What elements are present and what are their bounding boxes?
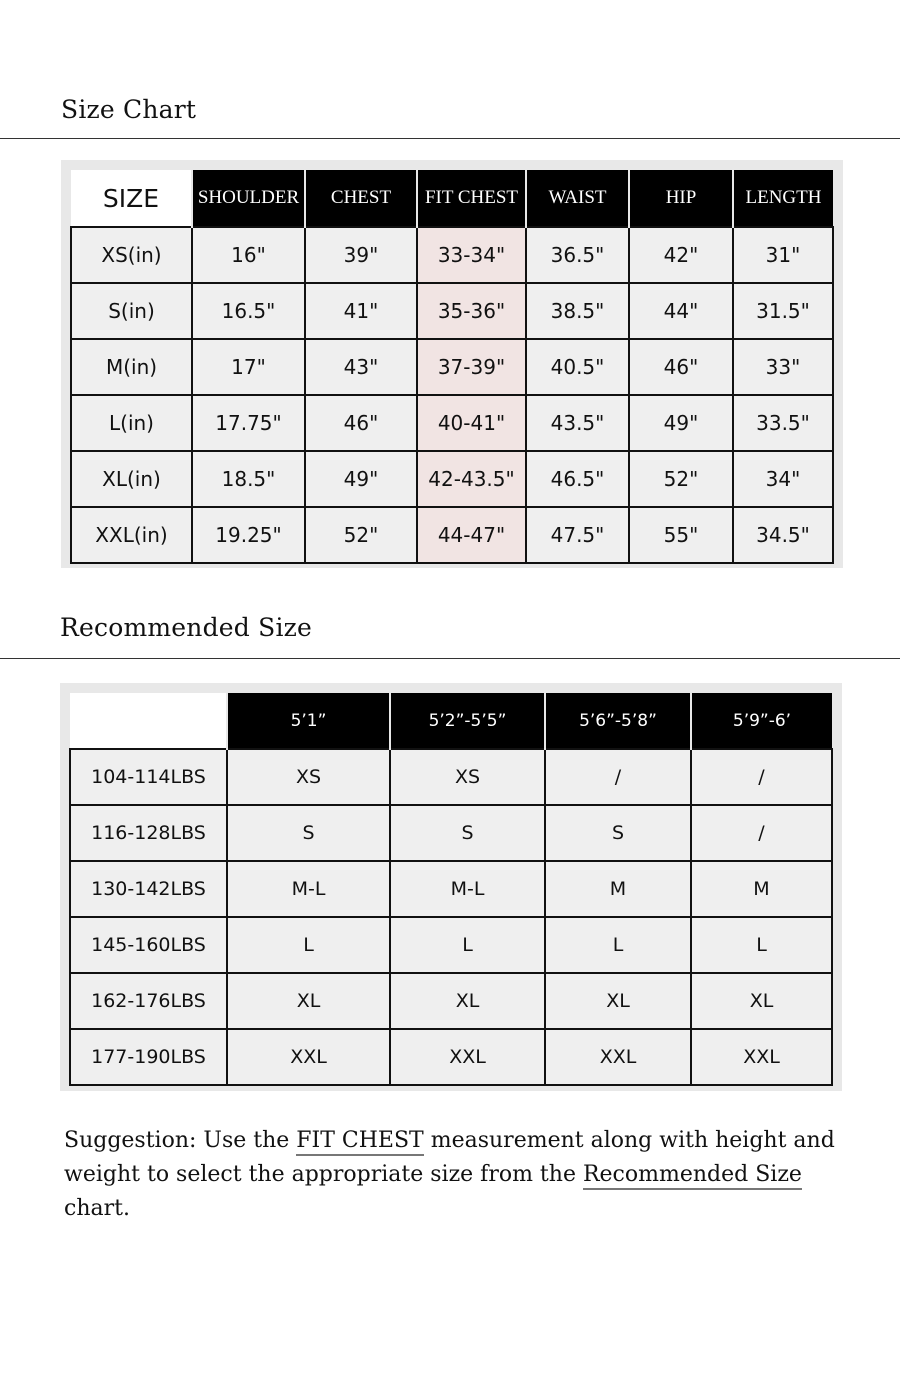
recommended-row [70, 1029, 832, 1085]
size-cell: 35-36" [417, 283, 526, 339]
weight-range-label: 162-176LBS [70, 973, 227, 1029]
size-cell: 33.5" [733, 395, 833, 451]
size-row [71, 395, 833, 451]
suggestion-middle: measurement along with height and weight to select the appropriate size from the [64, 1128, 835, 1187]
size-cell: 16" [192, 227, 305, 283]
size-row-label: S(in) [71, 283, 192, 339]
recommended-cell: / [545, 749, 691, 805]
suggestion-text [64, 1124, 844, 1226]
recommended-cell: / [691, 805, 832, 861]
recommended-cell: XL [390, 973, 545, 1029]
recommended-cell: / [691, 749, 832, 805]
size-cell: 40-41" [417, 395, 526, 451]
header-hip: HIP [629, 170, 733, 227]
size-chart-title: Size Chart [61, 95, 197, 124]
recommended-row [70, 917, 832, 973]
recommended-row [70, 861, 832, 917]
recommended-cell: L [227, 917, 390, 973]
recommended-cell: XL [227, 973, 390, 1029]
size-row-label: XXL(in) [71, 507, 192, 563]
size-corner-label: SIZE [71, 170, 192, 227]
size-row [71, 339, 833, 395]
size-cell: 49" [629, 395, 733, 451]
size-row-label: M(in) [71, 339, 192, 395]
size-cell: 42-43.5" [417, 451, 526, 507]
size-cell: 17.75" [192, 395, 305, 451]
fit-chest-reference: FIT CHEST [296, 1128, 423, 1156]
recommended-cell: XXL [227, 1029, 390, 1085]
recommended-cell: XL [545, 973, 691, 1029]
recommended-row [70, 749, 832, 805]
size-cell: 31.5" [733, 283, 833, 339]
size-chart-header-row [71, 170, 833, 227]
recommended-cell: S [390, 805, 545, 861]
recommended-size-reference: Recommended Size [583, 1162, 802, 1190]
size-chart-table [70, 170, 834, 564]
size-cell: 49" [305, 451, 417, 507]
size-cell: 16.5" [192, 283, 305, 339]
size-cell: 52" [305, 507, 417, 563]
size-row-label: XS(in) [71, 227, 192, 283]
size-cell: 43" [305, 339, 417, 395]
recommended-cell: S [545, 805, 691, 861]
size-row-label: L(in) [71, 395, 192, 451]
recommended-cell: L [691, 917, 832, 973]
weight-range-label: 130-142LBS [70, 861, 227, 917]
size-cell: 46" [305, 395, 417, 451]
recommended-cell: S [227, 805, 390, 861]
size-row [71, 227, 833, 283]
size-cell: 55" [629, 507, 733, 563]
header-fit-chest: FIT CHEST [417, 170, 526, 227]
size-row [71, 507, 833, 563]
recommended-cell: M-L [390, 861, 545, 917]
size-cell: 38.5" [526, 283, 629, 339]
recommended-row [70, 805, 832, 861]
size-cell: 19.25" [192, 507, 305, 563]
header-waist: WAIST [526, 170, 629, 227]
header-height-1: 5’1” [227, 693, 390, 749]
size-cell: 43.5" [526, 395, 629, 451]
size-cell: 31" [733, 227, 833, 283]
header-height-3: 5’6”-5’8” [545, 693, 691, 749]
recommended-size-title: Recommended Size [60, 613, 313, 642]
header-length: LENGTH [733, 170, 833, 227]
size-cell: 34.5" [733, 507, 833, 563]
size-cell: 33" [733, 339, 833, 395]
recommended-cell: XS [227, 749, 390, 805]
recommended-corner-cell [70, 693, 227, 749]
size-cell: 39" [305, 227, 417, 283]
size-cell: 36.5" [526, 227, 629, 283]
recommended-size-table [69, 693, 833, 1086]
recommended-cell: XL [691, 973, 832, 1029]
recommended-cell: M [691, 861, 832, 917]
recommended-cell: XXL [545, 1029, 691, 1085]
size-cell: 42" [629, 227, 733, 283]
size-cell: 37-39" [417, 339, 526, 395]
header-height-4: 5’9”-6’ [691, 693, 832, 749]
size-row-label: XL(in) [71, 451, 192, 507]
size-cell: 40.5" [526, 339, 629, 395]
recommended-cell: M-L [227, 861, 390, 917]
suggestion-prefix: Suggestion: Use the [64, 1128, 297, 1153]
size-row [71, 451, 833, 507]
recommended-cell: L [390, 917, 545, 973]
size-cell: 44-47" [417, 507, 526, 563]
suggestion-suffix: chart. [64, 1196, 130, 1221]
size-cell: 46.5" [526, 451, 629, 507]
recommended-size-divider [0, 658, 900, 659]
recommended-cell: XS [390, 749, 545, 805]
size-cell: 34" [733, 451, 833, 507]
size-cell: 44" [629, 283, 733, 339]
recommended-row [70, 973, 832, 1029]
header-height-2: 5’2”-5’5” [390, 693, 545, 749]
size-cell: 18.5" [192, 451, 305, 507]
size-chart-divider [0, 138, 900, 139]
size-cell: 41" [305, 283, 417, 339]
size-cell: 47.5" [526, 507, 629, 563]
size-cell: 33-34" [417, 227, 526, 283]
recommended-cell: M [545, 861, 691, 917]
recommended-cell: L [545, 917, 691, 973]
size-cell: 52" [629, 451, 733, 507]
weight-range-label: 177-190LBS [70, 1029, 227, 1085]
recommended-header-row [70, 693, 832, 749]
recommended-cell: XXL [390, 1029, 545, 1085]
size-cell: 17" [192, 339, 305, 395]
header-chest: CHEST [305, 170, 417, 227]
size-row [71, 283, 833, 339]
size-cell: 46" [629, 339, 733, 395]
recommended-cell: XXL [691, 1029, 832, 1085]
header-shoulder: SHOULDER [192, 170, 305, 227]
weight-range-label: 104-114LBS [70, 749, 227, 805]
weight-range-label: 145-160LBS [70, 917, 227, 973]
weight-range-label: 116-128LBS [70, 805, 227, 861]
